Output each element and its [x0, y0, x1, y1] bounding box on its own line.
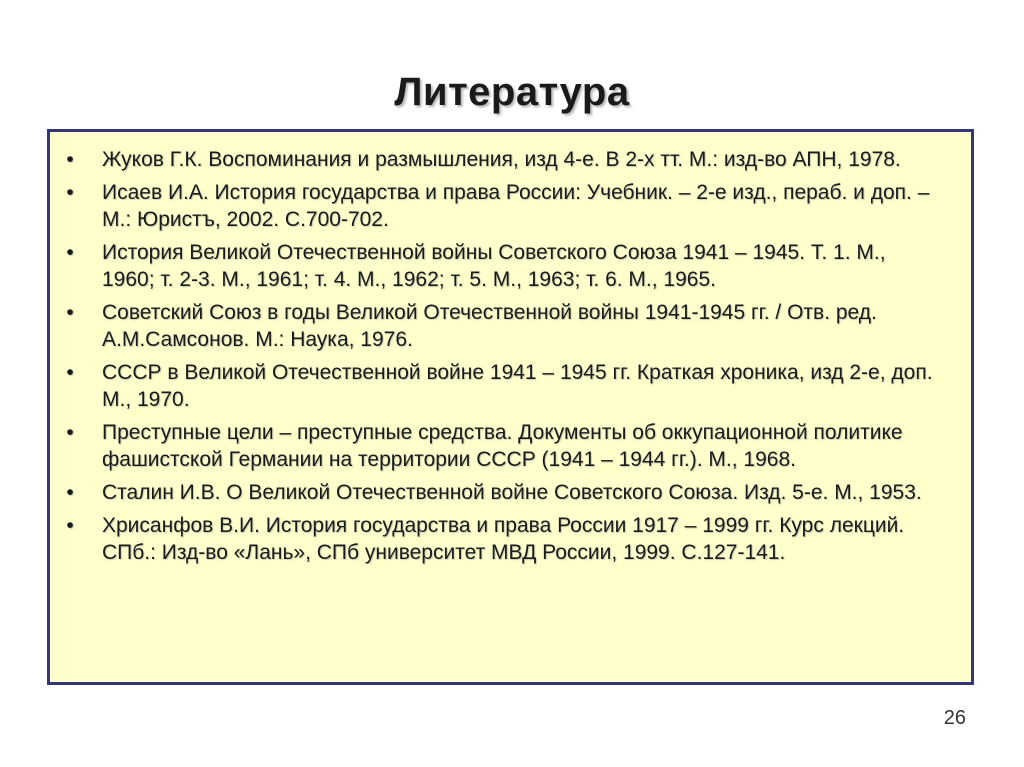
- slide-title: Литература: [394, 70, 630, 114]
- reference-text: Советский Союз в годы Великой Отечественной войны 1941-1945 гг. / Отв. ред. А.М.Самсонов. М.: Наука, 1976.: [102, 301, 877, 351]
- reference-text: Жуков Г.К. Воспоминания и размышления, изд 4-е. В 2-х тт. М.: изд-во АПН, 1978.: [102, 148, 901, 171]
- reference-item: [60, 419, 941, 473]
- bullet-icon: •: [66, 481, 74, 504]
- references-list: [60, 146, 941, 566]
- bullet-icon: •: [66, 514, 74, 537]
- reference-item: [60, 239, 941, 293]
- page-number: 26: [943, 707, 966, 729]
- references-box: [47, 129, 974, 685]
- bullet-icon: •: [66, 148, 74, 171]
- bullet-icon: •: [66, 181, 74, 204]
- reference-text: Исаев И.А. История государства и права России: Учебник. – 2-е изд., пераб. и доп. – М.: Юристъ, 2002. С.700-702.: [102, 181, 930, 231]
- reference-item: [60, 512, 941, 566]
- bullet-icon: •: [66, 241, 74, 264]
- reference-item: [60, 146, 941, 173]
- reference-text: История Великой Отечественной войны Советского Союза 1941 – 1945. Т. 1. М., 1960; т. 2-3. М., 1961; т. 4. М., 1962; т. 5. М., 1963; т. 6. М., 1965.: [102, 241, 886, 291]
- reference-item: [60, 359, 941, 413]
- bullet-icon: •: [66, 301, 74, 324]
- reference-item: [60, 479, 941, 506]
- reference-item: [60, 179, 941, 233]
- reference-text: Сталин И.В. О Великой Отечественной войне Советского Союза. Изд. 5-е. М., 1953.: [102, 481, 922, 504]
- reference-text: Хрисанфов В.И. История государства и права России 1917 – 1999 гг. Курс лекций. СПб.: Изд-во «Лань», СПб университет МВД России, 1999. С.127-141.: [102, 514, 905, 564]
- reference-text: Преступные цели – преступные средства. Документы об оккупационной политике фашистской Германии на территории СССР (1941 – 1944 гг.). М., 1968.: [102, 421, 903, 471]
- reference-item: [60, 299, 941, 353]
- bullet-icon: •: [66, 361, 74, 384]
- bullet-icon: •: [66, 421, 74, 444]
- reference-text: СССР в Великой Отечественной войне 1941 – 1945 гг. Краткая хроника, изд 2-е, доп. М., 1970.: [102, 361, 933, 411]
